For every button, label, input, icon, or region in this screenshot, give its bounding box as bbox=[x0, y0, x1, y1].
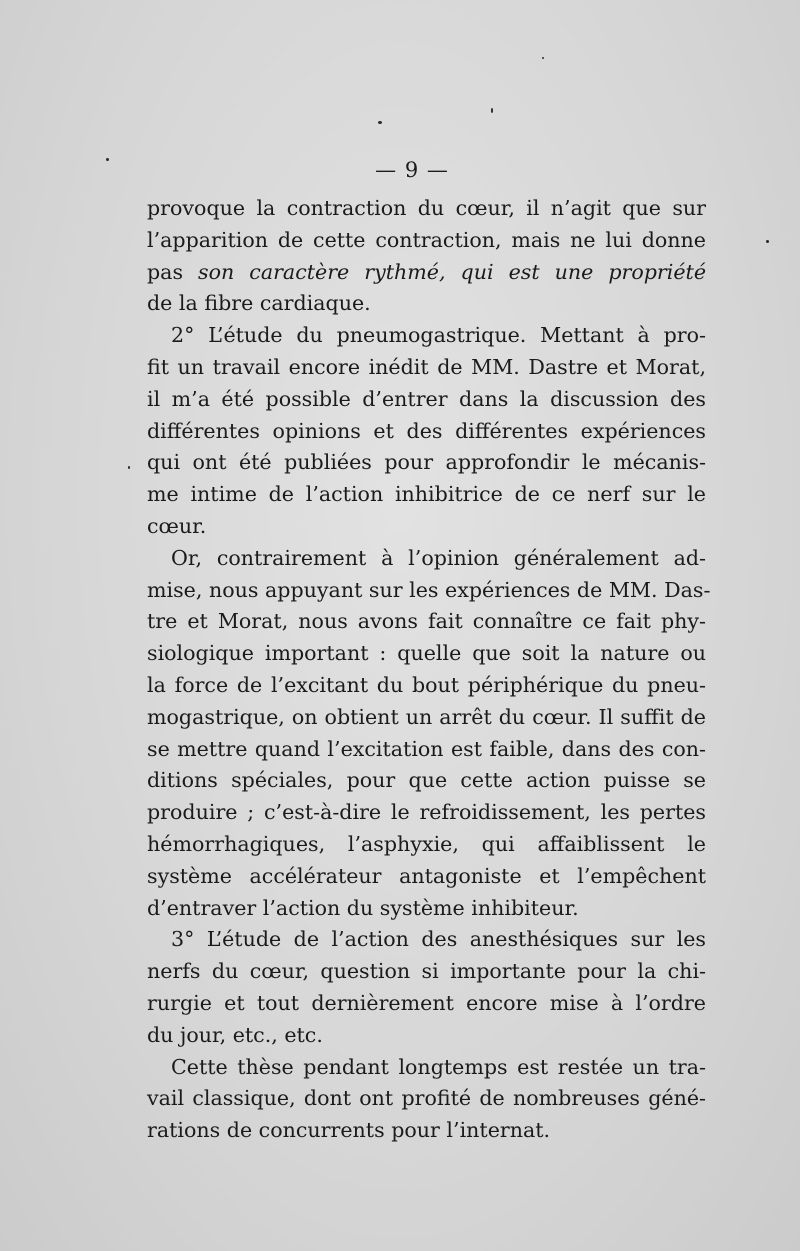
text-line: du jour, etc., etc. bbox=[147, 1022, 323, 1047]
italic-text-run: son caractère rythmé, qui est une propriété bbox=[198, 259, 707, 284]
text-line: tre et Morat, nous avons fait connaître ce fait phy- bbox=[147, 609, 706, 634]
text-line: il m’a été possible d’entrer dans la discussion des bbox=[147, 386, 706, 411]
page-number: — 9 — bbox=[375, 158, 449, 182]
body-text bbox=[147, 193, 711, 1147]
text-line: produire ; c’est-à-dire le refroidissement, les pertes bbox=[147, 800, 706, 825]
text-line: vail classique, dont ont profité de nombreuses géné- bbox=[147, 1086, 706, 1111]
text-line: système accélérateur antagoniste et l’empêchent bbox=[147, 863, 706, 888]
text-line: mise, nous appuyant sur les expériences de MM. Das- bbox=[147, 577, 711, 602]
ink-speck bbox=[128, 466, 130, 469]
ink-speck bbox=[766, 240, 769, 243]
text-line: siologique important : quelle que soit la nature ou bbox=[147, 641, 706, 666]
text-line bbox=[147, 257, 706, 289]
text-line: différentes opinions et des différentes expériences bbox=[147, 418, 706, 443]
text-line: mogastrique, on obtient un arrêt du cœur. Il suffit de bbox=[147, 704, 706, 729]
text-line: fit un travail encore inédit de MM. Dastre et Morat, bbox=[147, 354, 706, 379]
text-line: de la fibre cardiaque. bbox=[147, 291, 371, 316]
text-line: Cette thèse pendant longtemps est restée un tra- bbox=[171, 1054, 706, 1079]
text-line: l’apparition de cette contraction, mais ne lui donne bbox=[147, 227, 706, 252]
text-line: hémorrhagiques, l’asphyxie, qui affaiblissent le bbox=[147, 831, 706, 856]
text-line: qui ont été publiées pour approfondir le mécanis- bbox=[147, 450, 706, 475]
text-line: ditions spéciales, pour que cette action puisse se bbox=[147, 768, 706, 793]
text-line: 3° L’étude de l’action des anesthésiques sur les bbox=[171, 927, 706, 952]
text-line: me intime de l’action inhibitrice de ce nerf sur le bbox=[147, 482, 706, 507]
text-line: rurgie et tout dernièrement encore mise à l’ordre bbox=[147, 990, 706, 1015]
text-line: cœur. bbox=[147, 513, 207, 538]
text-line: se mettre quand l’excitation est faible, dans des con- bbox=[147, 736, 706, 761]
text-line: 2° L’étude du pneumogastrique. Mettant à pro- bbox=[171, 323, 706, 348]
ink-speck bbox=[542, 57, 544, 59]
text-line: d’entraver l’action du système inhibiteur. bbox=[147, 895, 579, 920]
ink-speck bbox=[378, 121, 382, 124]
text-line: la force de l’excitant du bout périphérique du pneu- bbox=[147, 672, 706, 697]
text-line: Or, contrairement à l’opinion généralement ad- bbox=[171, 545, 706, 570]
ink-speck bbox=[491, 108, 493, 113]
text-line: rations de concurrents pour l’internat. bbox=[147, 1118, 551, 1143]
text-run: pas bbox=[147, 259, 199, 284]
text-line: provoque la contraction du cœur, il n’agit que sur bbox=[147, 196, 706, 220]
text-line: nerfs du cœur, question si importante pour la chi- bbox=[147, 959, 706, 984]
